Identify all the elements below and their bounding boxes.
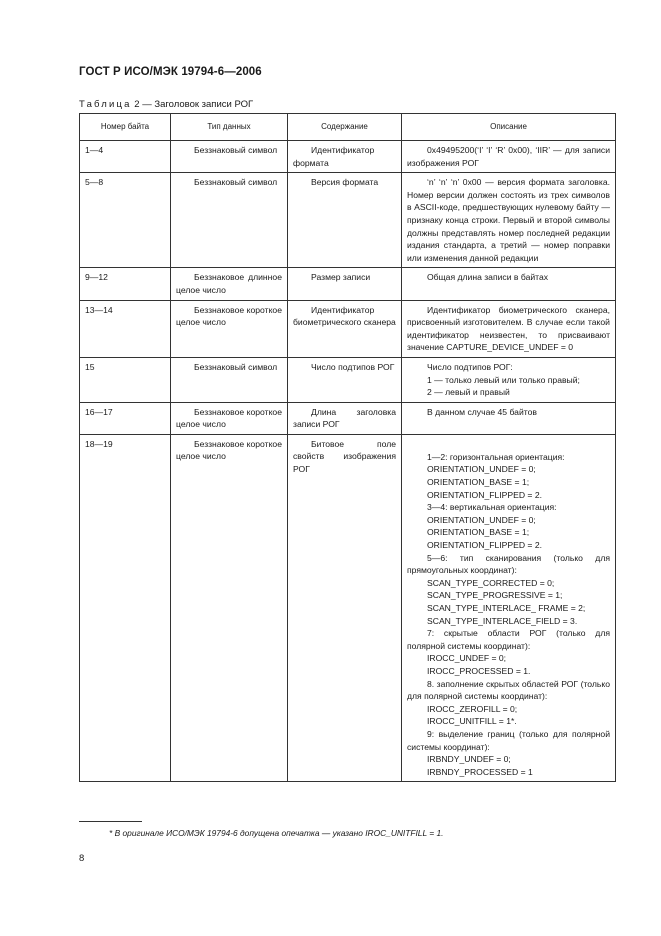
cell-content: Битовое поле свойств изображения РОГ — [288, 434, 402, 781]
cell-content: Идентификатор биометрического сканера — [288, 300, 402, 357]
description-line: SCAN_TYPE_CORRECTED = 0; — [427, 577, 555, 588]
description-line: 8. заполнение скрытых областей РОГ (только для полярной системы координат): — [407, 678, 610, 702]
column-header-bytes: Номер байта — [80, 114, 171, 141]
table-row — [80, 268, 616, 300]
cell-type: Беззнаковый символ — [171, 173, 288, 268]
table-row — [80, 357, 616, 402]
cell-bytes: 18—19 — [80, 434, 171, 781]
cell-content: Длина заголовка записи РОГ — [288, 402, 402, 434]
cell-content: Идентификатор формата — [288, 141, 402, 173]
column-header-content: Содержание — [288, 114, 402, 141]
cell-type: Беззнаковый символ — [171, 357, 288, 402]
table-caption-prefix: Таблица — [79, 99, 132, 110]
table-caption-text: 2 — Заголовок записи РОГ — [131, 99, 254, 110]
description-line: В данном случае 45 байтов — [427, 406, 537, 417]
table-row — [80, 434, 616, 781]
description-line: Идентификатор биометрического сканера, присвоенный изготовителем. В случае если такой идентификатор неизвестен, то присваивают значение CAPTURE_DEVICE_UNDEF = 0 — [407, 304, 610, 353]
description-line: IRBNDY_UNDEF = 0; — [427, 754, 511, 765]
cell-description — [402, 357, 616, 402]
table-header-row — [80, 114, 616, 141]
column-header-type: Тип данных — [171, 114, 288, 141]
cell-bytes: 5—8 — [80, 173, 171, 268]
description-line: 9: выделение границ (только для полярной системы координат): — [407, 728, 610, 752]
footnote: * В оригинале ИСО/МЭК 19794-6 допущена опечатка — указано IROC_UNITFILL = 1. — [109, 828, 444, 838]
description-line: 7: скрытые области РОГ (только для полярной системы координат): — [407, 628, 610, 651]
description-line: Общая длина записи в байтах — [427, 272, 549, 283]
description-line: Число подтипов РОГ: — [427, 361, 513, 372]
page-number: 8 — [79, 853, 85, 864]
description-line: ORIENTATION_FLIPPED = 2. — [427, 489, 543, 500]
description-line: ORIENTATION_UNDEF = 0; — [427, 464, 536, 475]
description-line: ORIENTATION_FLIPPED = 2. — [427, 540, 543, 551]
table-row — [80, 402, 616, 434]
cell-type: Беззнаковое короткое целое число — [171, 402, 288, 434]
description-line: 2 — левый и правый — [427, 387, 510, 398]
cell-description — [402, 434, 616, 781]
cell-description — [402, 402, 616, 434]
description-line: SCAN_TYPE_INTERLACE_ FRAME = 2; — [427, 603, 586, 613]
description-line: IROCC_ZEROFILL = 0; — [427, 703, 518, 714]
cell-bytes: 15 — [80, 357, 171, 402]
table-row — [80, 300, 616, 357]
cell-bytes: 1—4 — [80, 141, 171, 173]
footnote-separator — [79, 821, 142, 822]
description-line: IROCC_UNITFILL = 1*. — [427, 716, 517, 727]
description-line: IRBNDY_PROCESSED = 1 — [427, 766, 533, 777]
table-caption — [79, 99, 253, 110]
description-line: ORIENTATION_BASE = 1; — [427, 477, 530, 488]
description-line: ‘n’ ‘n’ ‘n’ 0x00 — версия формата заголовка. Номер версии должен состоять из трех символов в ASCII-коде, предшествующих нулевому байту — признаку конца строки. Первый и второй символы должны представлять номер последней редакции издания стандарта, а третий — номер поправки или изменения данной редакции — [407, 177, 610, 263]
description-line: 1 — только левый или только правый; — [427, 374, 580, 385]
description-line: IROCC_PROCESSED = 1. — [427, 665, 531, 676]
description-line: IROCC_UNDEF = 0; — [427, 653, 507, 664]
description-line: SCAN_TYPE_PROGRESSIVE = 1; — [427, 590, 563, 601]
table-row — [80, 173, 616, 268]
description-line: 5—6: тип сканирования (только для прямоугольных координат): — [407, 552, 610, 576]
cell-content: Версия формата — [288, 173, 402, 268]
table-row — [80, 141, 616, 173]
document-header: ГОСТ Р ИСО/МЭК 19794-6—2006 — [79, 66, 262, 78]
cell-bytes: 16—17 — [80, 402, 171, 434]
cell-type: Беззнаковое короткое целое число — [171, 300, 288, 357]
header-table — [79, 113, 616, 782]
description-line: 1—2: горизонтальная ориентация: — [427, 451, 565, 462]
cell-description — [402, 300, 616, 357]
cell-type: Беззнаковый символ — [171, 141, 288, 173]
cell-type: Беззнаковое короткое целое число — [171, 434, 288, 781]
cell-description — [402, 173, 616, 268]
cell-content: Число подтипов РОГ — [288, 357, 402, 402]
description-line: ORIENTATION_BASE = 1; — [427, 527, 530, 538]
description-line: 0x49495200(‘I’ ‘I’ ‘R’ 0x00), ‘IIR’ — для записи изображения РОГ — [407, 145, 610, 168]
column-header-description: Описание — [402, 114, 616, 141]
description-line: ORIENTATION_UNDEF = 0; — [427, 514, 536, 525]
description-line: 3—4: вертикальная ориентация: — [427, 502, 557, 513]
description-line: SCAN_TYPE_INTERLACE_FIELD = 3. — [427, 615, 578, 626]
cell-description — [402, 141, 616, 173]
cell-description — [402, 268, 616, 300]
cell-content: Размер записи — [288, 268, 402, 300]
cell-bytes: 13—14 — [80, 300, 171, 357]
cell-bytes: 9—12 — [80, 268, 171, 300]
cell-type: Беззнаковое длинное целое число — [171, 268, 288, 300]
